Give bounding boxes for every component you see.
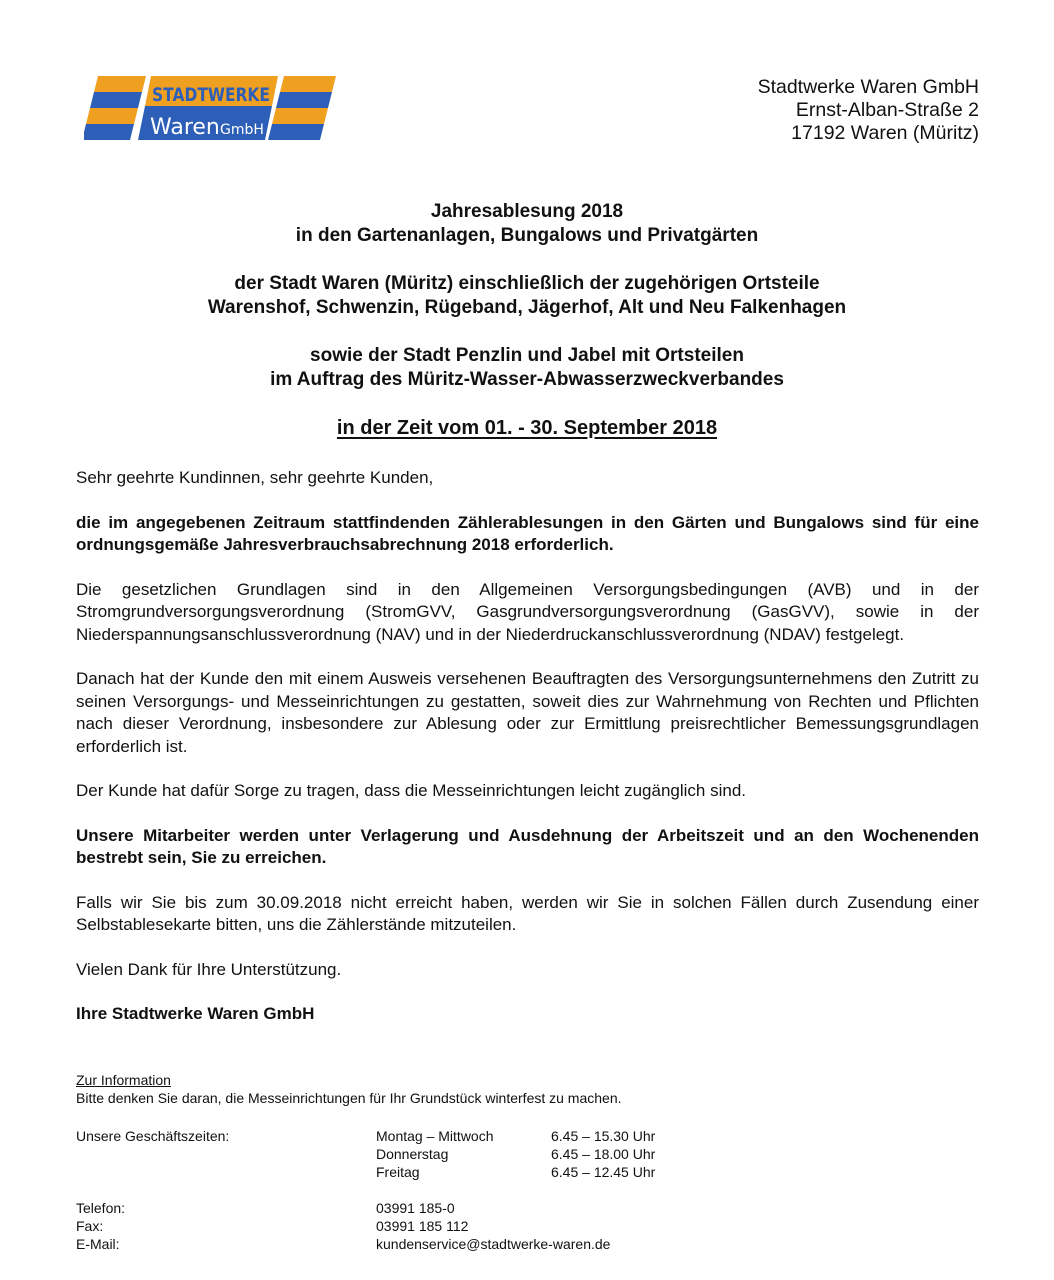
- logo-stripe: [280, 76, 336, 92]
- hours-row: [76, 1164, 979, 1182]
- hours-time: 6.45 – 18.00 Uhr: [551, 1146, 656, 1162]
- info-title: Zur Information: [76, 1072, 171, 1088]
- title-line: Warenshof, Schwenzin, Rügeband, Jägerhof, Alt und Neu Falkenhagen: [207, 297, 847, 318]
- contact-row-fax: [76, 1218, 979, 1236]
- stadtwerke-logo-graphic: [84, 76, 338, 140]
- contact-label: Fax:: [76, 1218, 104, 1234]
- paragraph-legal-basis: Die gesetzlichen Grundlagen sind in den Allgemeinen Versorgungsbedingungen (AVB) und in der Stromgrundversorgungsverordnung (StromGVV, Gasgrundversorgungsverordnung (GasGVV), sowie in der Niederspannungsanschlussverordnung (NAV) und in der Niederdruckanschlussverordnung (NDAV) festgelegt.: [76, 579, 979, 644]
- contact-label: Telefon:: [76, 1200, 126, 1216]
- hours-days: Donnerstag: [376, 1146, 449, 1162]
- hours-row: [76, 1146, 979, 1164]
- stadtwerke-logo: [84, 76, 338, 140]
- logo-text-stadtwerke: STADTWERKE: [152, 84, 270, 106]
- contact-label: E-Mail:: [76, 1236, 120, 1252]
- address-city: 17192 Waren (Müritz): [791, 122, 979, 144]
- sender-address: [758, 76, 979, 145]
- hours-time: 6.45 – 12.45 Uhr: [551, 1164, 656, 1180]
- paragraph-access: Danach hat der Kunde den mit einem Ausweis versehenen Beauftragten des Versorgungsunternehmens den Zutritt zu seinen Versorgungs- und Messeinrichtungen zu gestatten, soweit dies zur Wahrnehmung von Rechten und Pflichten nach dieser Verordnung, insbesondere zur Ablesung oder zur Ermittlung preisrechtlicher Bemessungsgrundlagen erforderlich ist.: [76, 669, 979, 756]
- signature: Ihre Stadtwerke Waren GmbH: [76, 1004, 315, 1023]
- hours-row: [76, 1128, 979, 1146]
- address-company: Stadtwerke Waren GmbH: [757, 76, 979, 98]
- paragraph-accessibility: Der Kunde hat dafür Sorge zu tragen, dass die Messeinrichtungen leicht zugänglich sind.: [76, 781, 747, 800]
- logo-text-gmbh: GmbH: [220, 122, 264, 138]
- title-group-3: [0, 344, 1054, 392]
- title-line: in den Gartenanlagen, Bungalows und Privatgärten: [295, 225, 759, 246]
- salutation: Sehr geehrte Kundinnen, sehr geehrte Kunden,: [76, 468, 434, 487]
- title-line: im Auftrag des Müritz-Wasser-Abwasserzweckverbandes: [270, 369, 784, 390]
- phone-number: 03991 185-0: [376, 1200, 455, 1216]
- contact-info: [76, 1200, 979, 1254]
- title-group-4: [0, 416, 1054, 441]
- title-group-1: [0, 200, 1054, 248]
- logo-stripe: [90, 92, 142, 108]
- letter-title: [0, 200, 1054, 441]
- hours-label: Unsere Geschäftszeiten:: [76, 1128, 230, 1144]
- email-address: kundenservice@stadtwerke-waren.de: [376, 1236, 611, 1252]
- title-line: der Stadt Waren (Müritz) einschließlich der zugehörigen Ortsteile: [234, 273, 820, 294]
- contact-row-phone: [76, 1200, 979, 1218]
- business-hours: [76, 1128, 979, 1182]
- fax-number: 03991 185 112: [376, 1218, 469, 1234]
- logo-stripe: [272, 108, 328, 124]
- logo-stripe: [86, 108, 138, 124]
- logo-text-waren: Waren: [150, 115, 220, 140]
- thanks-line: Vielen Dank für Ihre Unterstützung.: [76, 959, 342, 979]
- logo-stripe: [84, 124, 134, 140]
- title-line: sowie der Stadt Penzlin und Jabel mit Ortsteilen: [310, 345, 744, 366]
- paragraph-self-reading: Falls wir Sie bis zum 30.09.2018 nicht erreicht haben, werden wir Sie in solchen Fällen durch Zusendung einer Selbstablesekarte bitten, uns die Zählerstände mitzuteilen.: [76, 892, 979, 934]
- title-group-2: [0, 272, 1054, 320]
- address-street: Ernst-Alban-Straße 2: [795, 99, 979, 121]
- info-section: [76, 1072, 979, 1252]
- letter-body: [76, 467, 979, 1054]
- logo-stripe: [94, 76, 146, 92]
- logo-stripe: [268, 124, 324, 140]
- paragraph-staff-hours: Unsere Mitarbeiter werden unter Verlagerung und Ausdehnung der Arbeitszeit und an den Wochenenden bestrebt sein, Sie zu erreichen.: [76, 825, 979, 867]
- reading-period: in der Zeit vom 01. - 30. September 2018: [336, 417, 718, 439]
- paragraph-reading-required: die im angegebenen Zeitraum stattfindenden Zählerablesungen in den Gärten und Bungalows sind für eine ordnungsgemäße Jahresverbrauchsabrechnung 2018 erforderlich.: [76, 512, 979, 554]
- title-line: Jahresablesung 2018: [430, 201, 624, 222]
- logo-stripe: [276, 92, 332, 108]
- hours-days: Freitag: [376, 1164, 420, 1180]
- info-text: Bitte denken Sie daran, die Messeinrichtungen für Ihr Grundstück winterfest zu machen.: [76, 1089, 622, 1106]
- hours-days: Montag – Mittwoch: [376, 1128, 494, 1144]
- hours-time: 6.45 – 15.30 Uhr: [551, 1128, 656, 1144]
- contact-row-email: [76, 1236, 979, 1254]
